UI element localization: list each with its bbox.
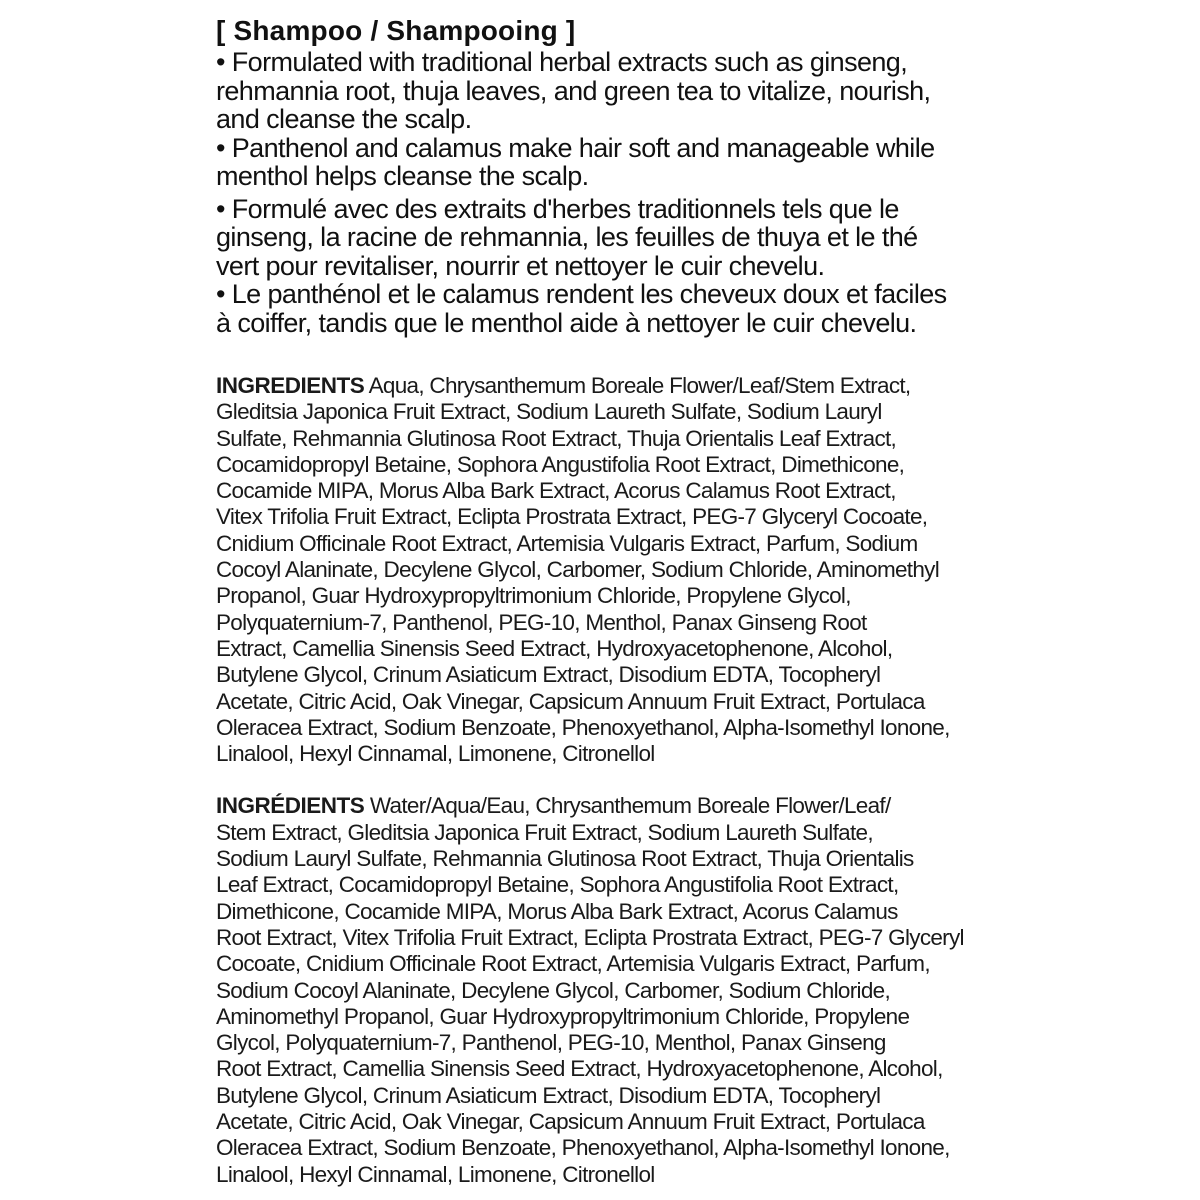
text-line: menthol helps cleanse the scalp. [216, 161, 589, 191]
text-line: vert pour revitaliser, nourrir et nettoyer le cuir chevelu. [216, 250, 825, 281]
text-line: Extract, Camellia Sinensis Seed Extract, Hydroxyacetophenone, Alcohol, [216, 635, 893, 661]
text-line: Linalool, Hexyl Cinnamal, Limonene, Citronellol [216, 741, 655, 767]
text-line: Cocamidopropyl Betaine, Sophora Angustifolia Root Extract, Dimethicone, [216, 451, 905, 477]
french-description [216, 195, 996, 338]
ingredients-label: INGREDIENTS [216, 373, 365, 398]
text-line: • Panthenol and calamus make hair soft and manageable while [216, 132, 935, 163]
text-line: Propanol, Guar Hydroxypropyltrimonium Chloride, Propylene Glycol, [216, 583, 851, 609]
french-bullet-1 [216, 195, 996, 281]
text-line: Glycol, Polyquaternium-7, Panthenol, PEG-10, Menthol, Panax Ginseng [216, 1030, 886, 1056]
text-line: Water/Aqua/Eau, Chrysanthemum Boreale Flower/Leaf/ [364, 793, 891, 819]
text-line: Root Extract, Camellia Sinensis Seed Extract, Hydroxyacetophenone, Alcohol, [216, 1056, 943, 1082]
ingredients-english [216, 373, 996, 767]
text-line: Polyquaternium-7, Panthenol, PEG-10, Menthol, Panax Ginseng Root [216, 609, 867, 635]
text-line: Butylene Glycol, Crinum Asiaticum Extract, Disodium EDTA, Tocopheryl [216, 1082, 881, 1108]
text-line: Aqua, Chrysanthemum Boreale Flower/Leaf/Stem Extract, [364, 373, 911, 398]
text-line: Cocamide MIPA, Morus Alba Bark Extract, Acorus Calamus Root Extract, [216, 478, 896, 504]
ingredients-first-line [216, 373, 996, 399]
text-line: Vitex Trifolia Fruit Extract, Eclipta Prostrata Extract, PEG-7 Glyceryl Cocoate, [216, 504, 928, 530]
text-line: Acetate, Citric Acid, Oak Vinegar, Capsicum Annuum Fruit Extract, Portulaca [216, 1109, 925, 1135]
text-line: Dimethicone, Cocamide MIPA, Morus Alba Bark Extract, Acorus Calamus [216, 898, 898, 924]
text-line: Leaf Extract, Cocamidopropyl Betaine, Sophora Angustifolia Root Extract, [216, 872, 899, 898]
text-line: Sodium Cocoyl Alaninate, Decylene Glycol, Carbomer, Sodium Chloride, [216, 977, 890, 1003]
english-bullet-2 [216, 134, 996, 191]
french-bullet-2 [216, 280, 996, 337]
english-description [216, 48, 996, 191]
text-line: Linalool, Hexyl Cinnamal, Limonene, Citronellol [216, 1161, 655, 1187]
text-line: Stem Extract, Gleditsia Japonica Fruit Extract, Sodium Laureth Sulfate, [216, 819, 873, 845]
text-line: Sodium Lauryl Sulfate, Rehmannia Glutinosa Root Extract, Thuja Orientalis [216, 846, 914, 872]
text-line: ginseng, la racine de rehmannia, les feuilles de thuya et le thé [216, 222, 918, 252]
text-line: Oleracea Extract, Sodium Benzoate, Phenoxyethanol, Alpha-Isomethyl Ionone, [216, 714, 950, 740]
ingredients-label: INGRÉDIENTS [216, 793, 365, 819]
text-line: • Formulated with traditional herbal extracts such as ginseng, [216, 47, 908, 77]
text-line: Cnidium Officinale Root Extract, Artemisia Vulgaris Extract, Parfum, Sodium [216, 530, 918, 556]
english-bullet-1 [216, 48, 996, 134]
text-line: Butylene Glycol, Crinum Asiaticum Extract, Disodium EDTA, Tocopheryl [216, 662, 881, 688]
ingredients-first-line [216, 793, 996, 819]
text-line: and cleanse the scalp. [216, 104, 472, 134]
text-line: • Formulé avec des extraits d'herbes traditionnels tels que le [216, 193, 899, 224]
text-line: Oleracea Extract, Sodium Benzoate, Phenoxyethanol, Alpha-Isomethyl Ionone, [216, 1135, 950, 1161]
text-line: Cocoate, Cnidium Officinale Root Extract, Artemisia Vulgaris Extract, Parfum, [216, 951, 930, 977]
text-line: rehmannia root, thuja leaves, and green tea to vitalize, nourish, [216, 75, 931, 106]
text-line: Acetate, Citric Acid, Oak Vinegar, Capsicum Annuum Fruit Extract, Portulaca [216, 688, 925, 714]
product-title: [ Shampoo / Shampooing ] [216, 15, 576, 46]
text-line: à coiffer, tandis que le menthol aide à nettoyer le cuir chevelu. [216, 307, 917, 338]
text-line: Cocoyl Alaninate, Decylene Glycol, Carbomer, Sodium Chloride, Aminomethyl [216, 557, 940, 583]
label-document [216, 14, 996, 1188]
text-line: Sulfate, Rehmannia Glutinosa Root Extract, Thuja Orientalis Leaf Extract, [216, 425, 897, 451]
ingredients-french [216, 793, 996, 1187]
text-line: • Le panthénol et le calamus rendent les cheveux doux et faciles [216, 279, 947, 309]
text-line: Root Extract, Vitex Trifolia Fruit Extract, Eclipta Prostrata Extract, PEG-7 Glyceryl [216, 924, 964, 950]
text-line: Aminomethyl Propanol, Guar Hydroxypropyltrimonium Chloride, Propylene [216, 1003, 910, 1029]
text-line: Gleditsia Japonica Fruit Extract, Sodium Laureth Sulfate, Sodium Lauryl [216, 399, 882, 425]
